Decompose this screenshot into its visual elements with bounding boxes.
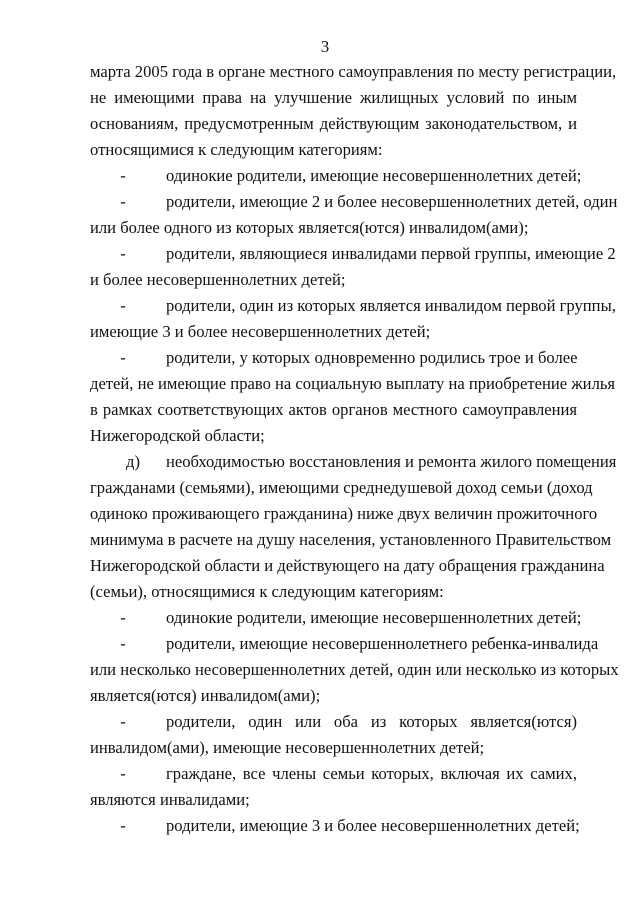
text-line: гражданами (семьями), имеющими среднедушевой доход семьи (доход xyxy=(90,478,593,497)
text-line: и более несовершеннолетних детей; xyxy=(90,270,346,289)
list-dash: - xyxy=(120,166,126,185)
list-dash: - xyxy=(120,348,126,367)
text-line: или несколько несовершеннолетних детей, один или несколько из которых xyxy=(90,660,619,679)
list-dash: - xyxy=(120,764,126,783)
list-dash: - xyxy=(120,712,126,731)
text-line: не имеющими права на улучшение жилищных условий по иным xyxy=(90,88,577,107)
list-item-text: родители, являющиеся инвалидами первой группы, имеющие 2 xyxy=(166,244,616,263)
text-line: марта 2005 года в органе местного самоуправления по месту регистрации, xyxy=(90,62,617,81)
text-line: в рамках соответствующих актов органов местного самоуправления xyxy=(90,400,577,419)
list-dash: - xyxy=(120,634,126,653)
paragraph-first-line: необходимостью восстановления и ремонта жилого помещения xyxy=(166,452,617,471)
text-line: инвалидом(ами), имеющие несовершеннолетних детей; xyxy=(90,738,485,757)
text-line: или более одного из которых является(ются) инвалидом(ами); xyxy=(90,218,529,237)
list-dash: - xyxy=(120,192,126,211)
list-item-text: родители, один из которых является инвалидом первой группы, xyxy=(166,296,616,315)
list-item-text: граждане, все члены семьи которых, включая их самих, xyxy=(166,764,577,783)
text-line: основаниям, предусмотренным действующим законодательством, и xyxy=(90,114,577,133)
list-item-text: родители, имеющие несовершеннолетнего ребенка-инвалида xyxy=(166,634,599,653)
list-dash: - xyxy=(120,608,126,627)
text-line: являются инвалидами; xyxy=(90,790,250,809)
text-line: одиноко проживающего гражданина) ниже двух величин прожиточного xyxy=(90,504,598,523)
list-item-text: одинокие родители, имеющие несовершеннолетних детей; xyxy=(166,166,582,185)
text-line: является(ются) инвалидом(ами); xyxy=(90,686,321,705)
text-line: Нижегородской области и действующего на дату обращения гражданина xyxy=(90,556,605,575)
text-line: детей, не имеющие право на социальную выплату на приобретение жилья xyxy=(90,374,616,393)
list-item-text: одинокие родители, имеющие несовершеннолетних детей; xyxy=(166,608,582,627)
list-item-text: родители, один или оба из которых является(ются) xyxy=(166,712,577,731)
list-dash: - xyxy=(120,296,126,315)
list-dash: - xyxy=(120,816,126,835)
list-item-text: родители, имеющие 2 и более несовершеннолетних детей, один xyxy=(166,192,618,211)
text-line: относящимися к следующим категориям: xyxy=(90,140,383,159)
text-line: (семьи), относящимися к следующим категориям: xyxy=(90,582,444,601)
list-item-text: родители, у которых одновременно родились трое и более xyxy=(166,348,578,367)
page-number: 3 xyxy=(320,37,330,56)
text-line: Нижегородской области; xyxy=(90,426,265,445)
item-label: д) xyxy=(126,452,140,471)
list-item-text: родители, имеющие 3 и более несовершеннолетних детей; xyxy=(166,816,580,835)
text-line: минимума в расчете на душу населения, установленного Правительством xyxy=(90,530,612,549)
list-dash: - xyxy=(120,244,126,263)
text-line: имеющие 3 и более несовершеннолетних детей; xyxy=(90,322,431,341)
